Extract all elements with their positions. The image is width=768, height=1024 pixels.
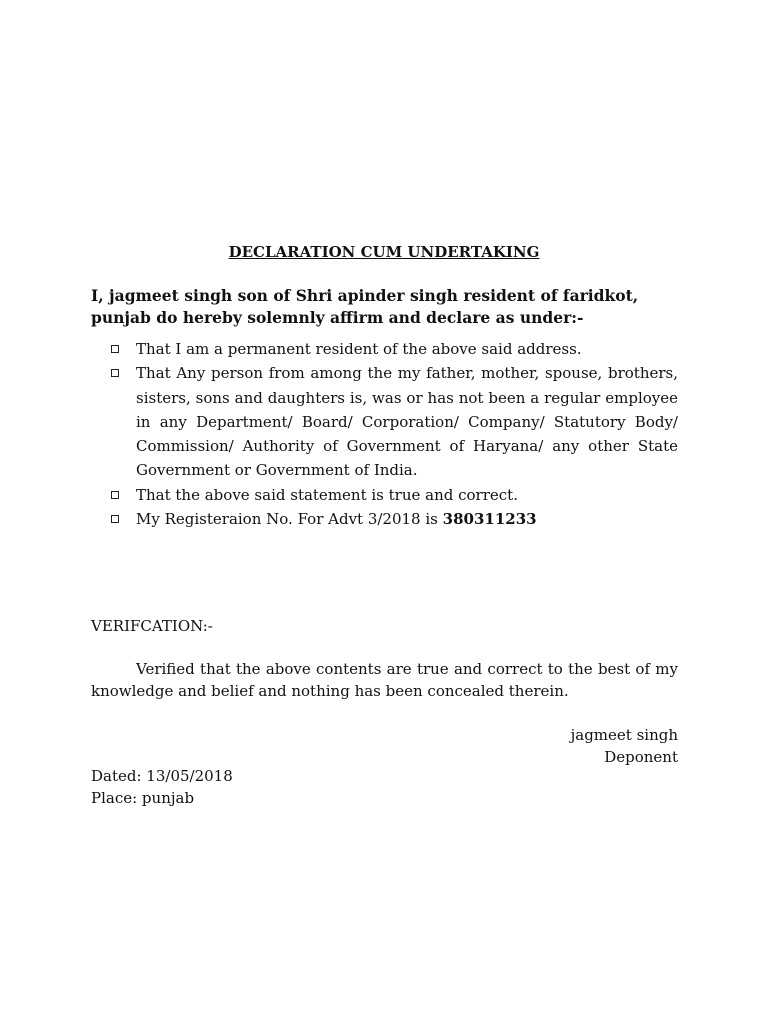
registration-label: My Registeraion No. For Advt 3/2018 is [136, 510, 443, 529]
deponent-role: Deponent [604, 748, 678, 766]
verification-text: Verified that the above contents are true and correct to the best of my knowledge and belief and nothing has been concealed therein. [91, 660, 678, 700]
list-item-text: That Any person from among the my father, mother, spouse, brothers, sisters, sons and daughters is, was or has not been a regular employee in any Department/ Board/ Corporation/ Company/ Statutory Body/ Commission/ Authority of Government of Haryana/ any other State Government or Government of India. [136, 364, 678, 480]
checkbox-square-icon [111, 345, 119, 353]
verification-heading: VERIFCATION:- [91, 617, 213, 635]
registration-number: 380311233 [442, 510, 537, 529]
intro-paragraph: I, jagmeet singh son of Shri apinder singh resident of faridkot, punjab do hereby solemnly affirm and declare as under:- [91, 286, 639, 327]
checkbox-square-icon [111, 515, 119, 523]
list-item [91, 507, 678, 531]
list-item [91, 337, 678, 361]
deponent-name: jagmeet singh [570, 726, 678, 744]
date-place-block [91, 765, 233, 809]
list-item-text [136, 507, 678, 531]
checkbox-square-icon [111, 369, 119, 377]
document-title: DECLARATION CUM UNDERTAKING [228, 243, 540, 261]
dated-line: Dated: 13/05/2018 [91, 767, 233, 785]
list-item [91, 483, 678, 507]
list-item-text: That the above said statement is true and correct. [136, 485, 518, 504]
checkbox-square-icon [111, 491, 119, 499]
declaration-list [91, 337, 678, 531]
place-line: Place: punjab [91, 789, 195, 807]
signature-block [571, 724, 678, 768]
list-item-text: That I am a permanent resident of the above said address. [136, 340, 582, 358]
list-item [91, 361, 678, 482]
